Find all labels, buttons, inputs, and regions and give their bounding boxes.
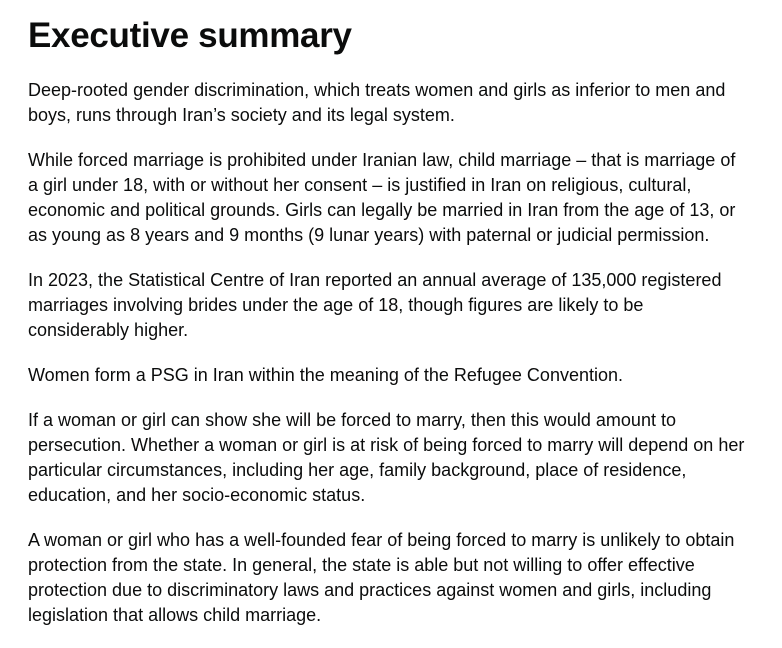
- paragraph-psg: Women form a PSG in Iran within the meaning of the Refugee Convention.: [28, 365, 623, 385]
- paragraph-gender-discrimination: Deep-rooted gender discrimination, which treats women and girls as inferior to men and boys, runs through Iran’s society and its legal system.: [28, 80, 726, 125]
- paragraph-statistics: In 2023, the Statistical Centre of Iran reported an annual average of 135,000 registered marriages involving brides under the age of 18, though figures are likely to be considerably higher.: [28, 270, 722, 340]
- paragraph-child-marriage-law: While forced marriage is prohibited under Iranian law, child marriage – that is marriage of a girl under 18, with or without her consent – is justified in Iran on religious, cultural, economic and political grounds. Girls can legally be married in Iran from the age of 13, or as young as 8 years and 9 months (9 lunar years) with paternal or judicial permission.: [28, 150, 736, 245]
- paragraph-state-protection: A woman or girl who has a well-founded fear of being forced to marry is unlikely to obtain protection from the state. In general, the state is able but not willing to offer effective protection due to discriminatory laws and practices against women and girls, including legislation that allows child marriage.: [28, 530, 735, 625]
- section-heading: Executive summary: [28, 16, 352, 55]
- paragraph-persecution: If a woman or girl can show she will be forced to marry, then this would amount to persecution. Whether a woman or girl is at risk of being forced to marry will depend on her particular circumstances, including her age, family background, place of residence, education, and her socio-economic status.: [28, 410, 745, 505]
- executive-summary-section: [28, 14, 748, 648]
